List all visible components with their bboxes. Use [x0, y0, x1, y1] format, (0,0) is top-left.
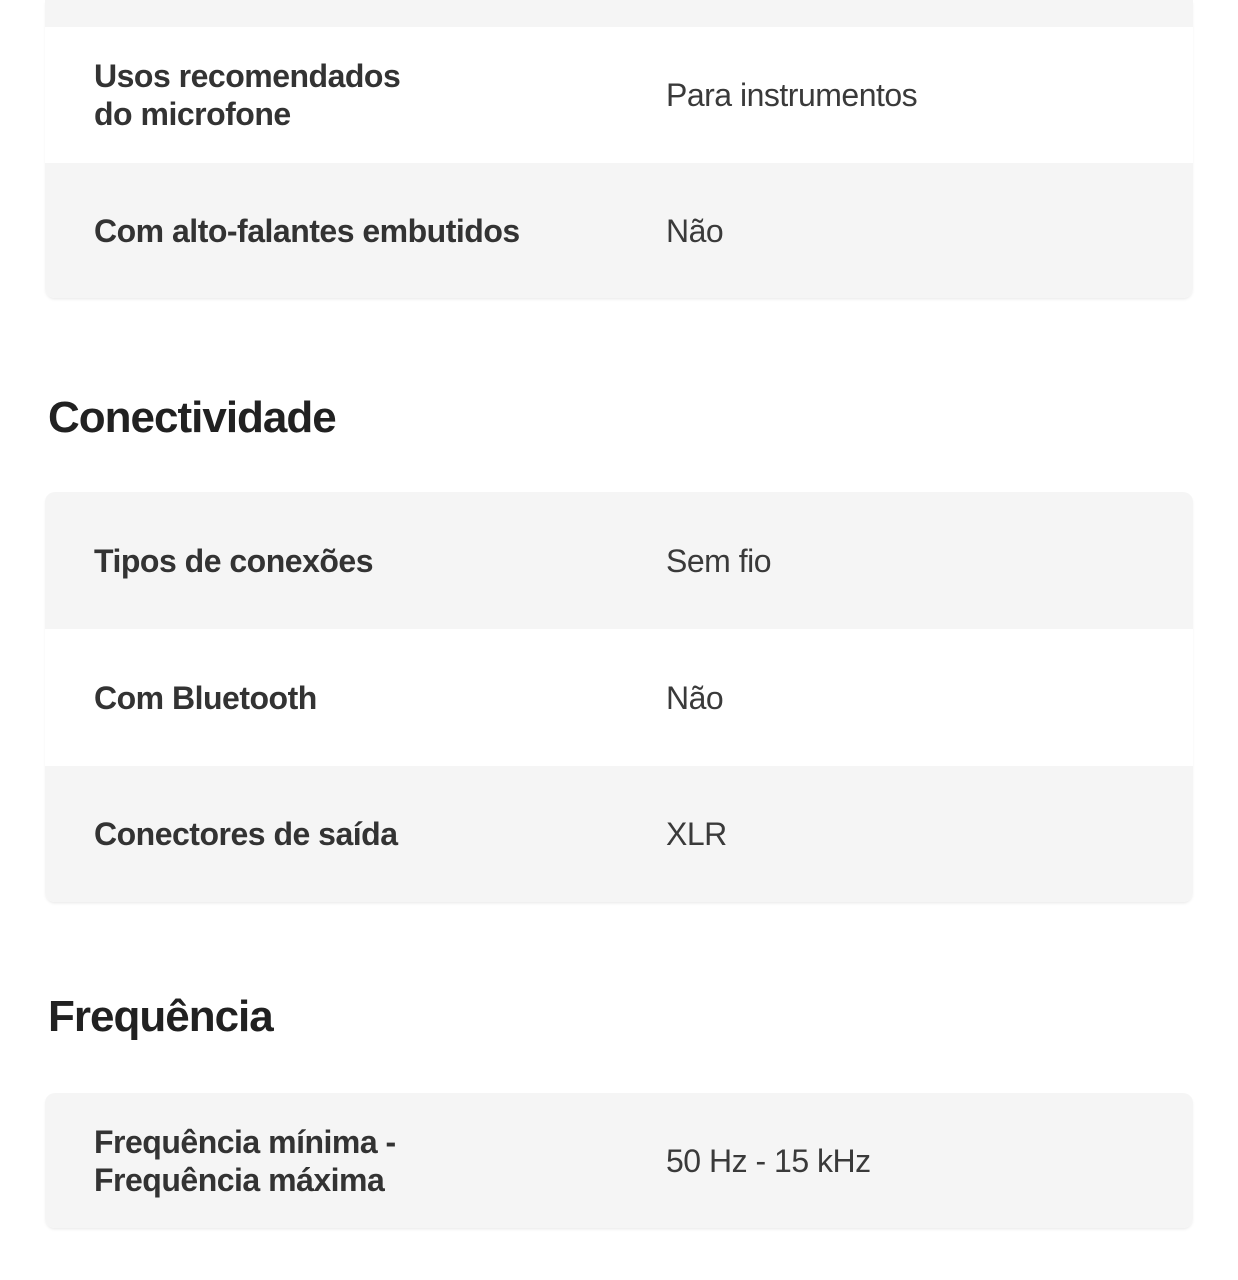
spec-value: Sem fio — [666, 542, 771, 579]
spec-table-conectividade — [45, 492, 1193, 902]
spec-value: Não — [666, 679, 724, 716]
spec-row — [45, 1093, 1193, 1228]
spec-row — [45, 492, 1193, 629]
spec-label-line: Frequência máxima — [94, 1161, 385, 1198]
spec-label — [94, 1123, 666, 1199]
spec-row-partial — [45, 0, 1193, 27]
spec-label-line: Frequência mínima - — [94, 1123, 396, 1160]
spec-label-line: Tipos de conexões — [94, 542, 373, 579]
spec-label-line: do microfone — [94, 96, 291, 132]
spec-label — [94, 815, 666, 853]
section-heading-conectividade: Conectividade — [48, 393, 336, 442]
spec-value: Não — [666, 212, 724, 249]
spec-row — [45, 766, 1193, 902]
spec-label-line: Com Bluetooth — [94, 679, 317, 716]
spec-label — [94, 57, 666, 133]
spec-label — [94, 212, 666, 250]
spec-row — [45, 629, 1193, 766]
spec-label-line: Usos recomendados — [94, 58, 401, 94]
spec-table-frequencia — [45, 1093, 1193, 1228]
spec-label — [94, 542, 666, 580]
spec-value: Para instrumentos — [666, 77, 918, 113]
spec-row — [45, 163, 1193, 298]
spec-table-microphone — [45, 0, 1193, 298]
section-heading-frequencia: Frequência — [48, 992, 273, 1041]
spec-label-line: Com alto-falantes embutidos — [94, 212, 520, 249]
spec-label — [94, 679, 666, 717]
spec-label-line: Conectores de saída — [94, 816, 398, 852]
spec-value: XLR — [666, 816, 727, 852]
spec-value: 50 Hz - 15 kHz — [666, 1142, 871, 1179]
spec-row — [45, 27, 1193, 163]
